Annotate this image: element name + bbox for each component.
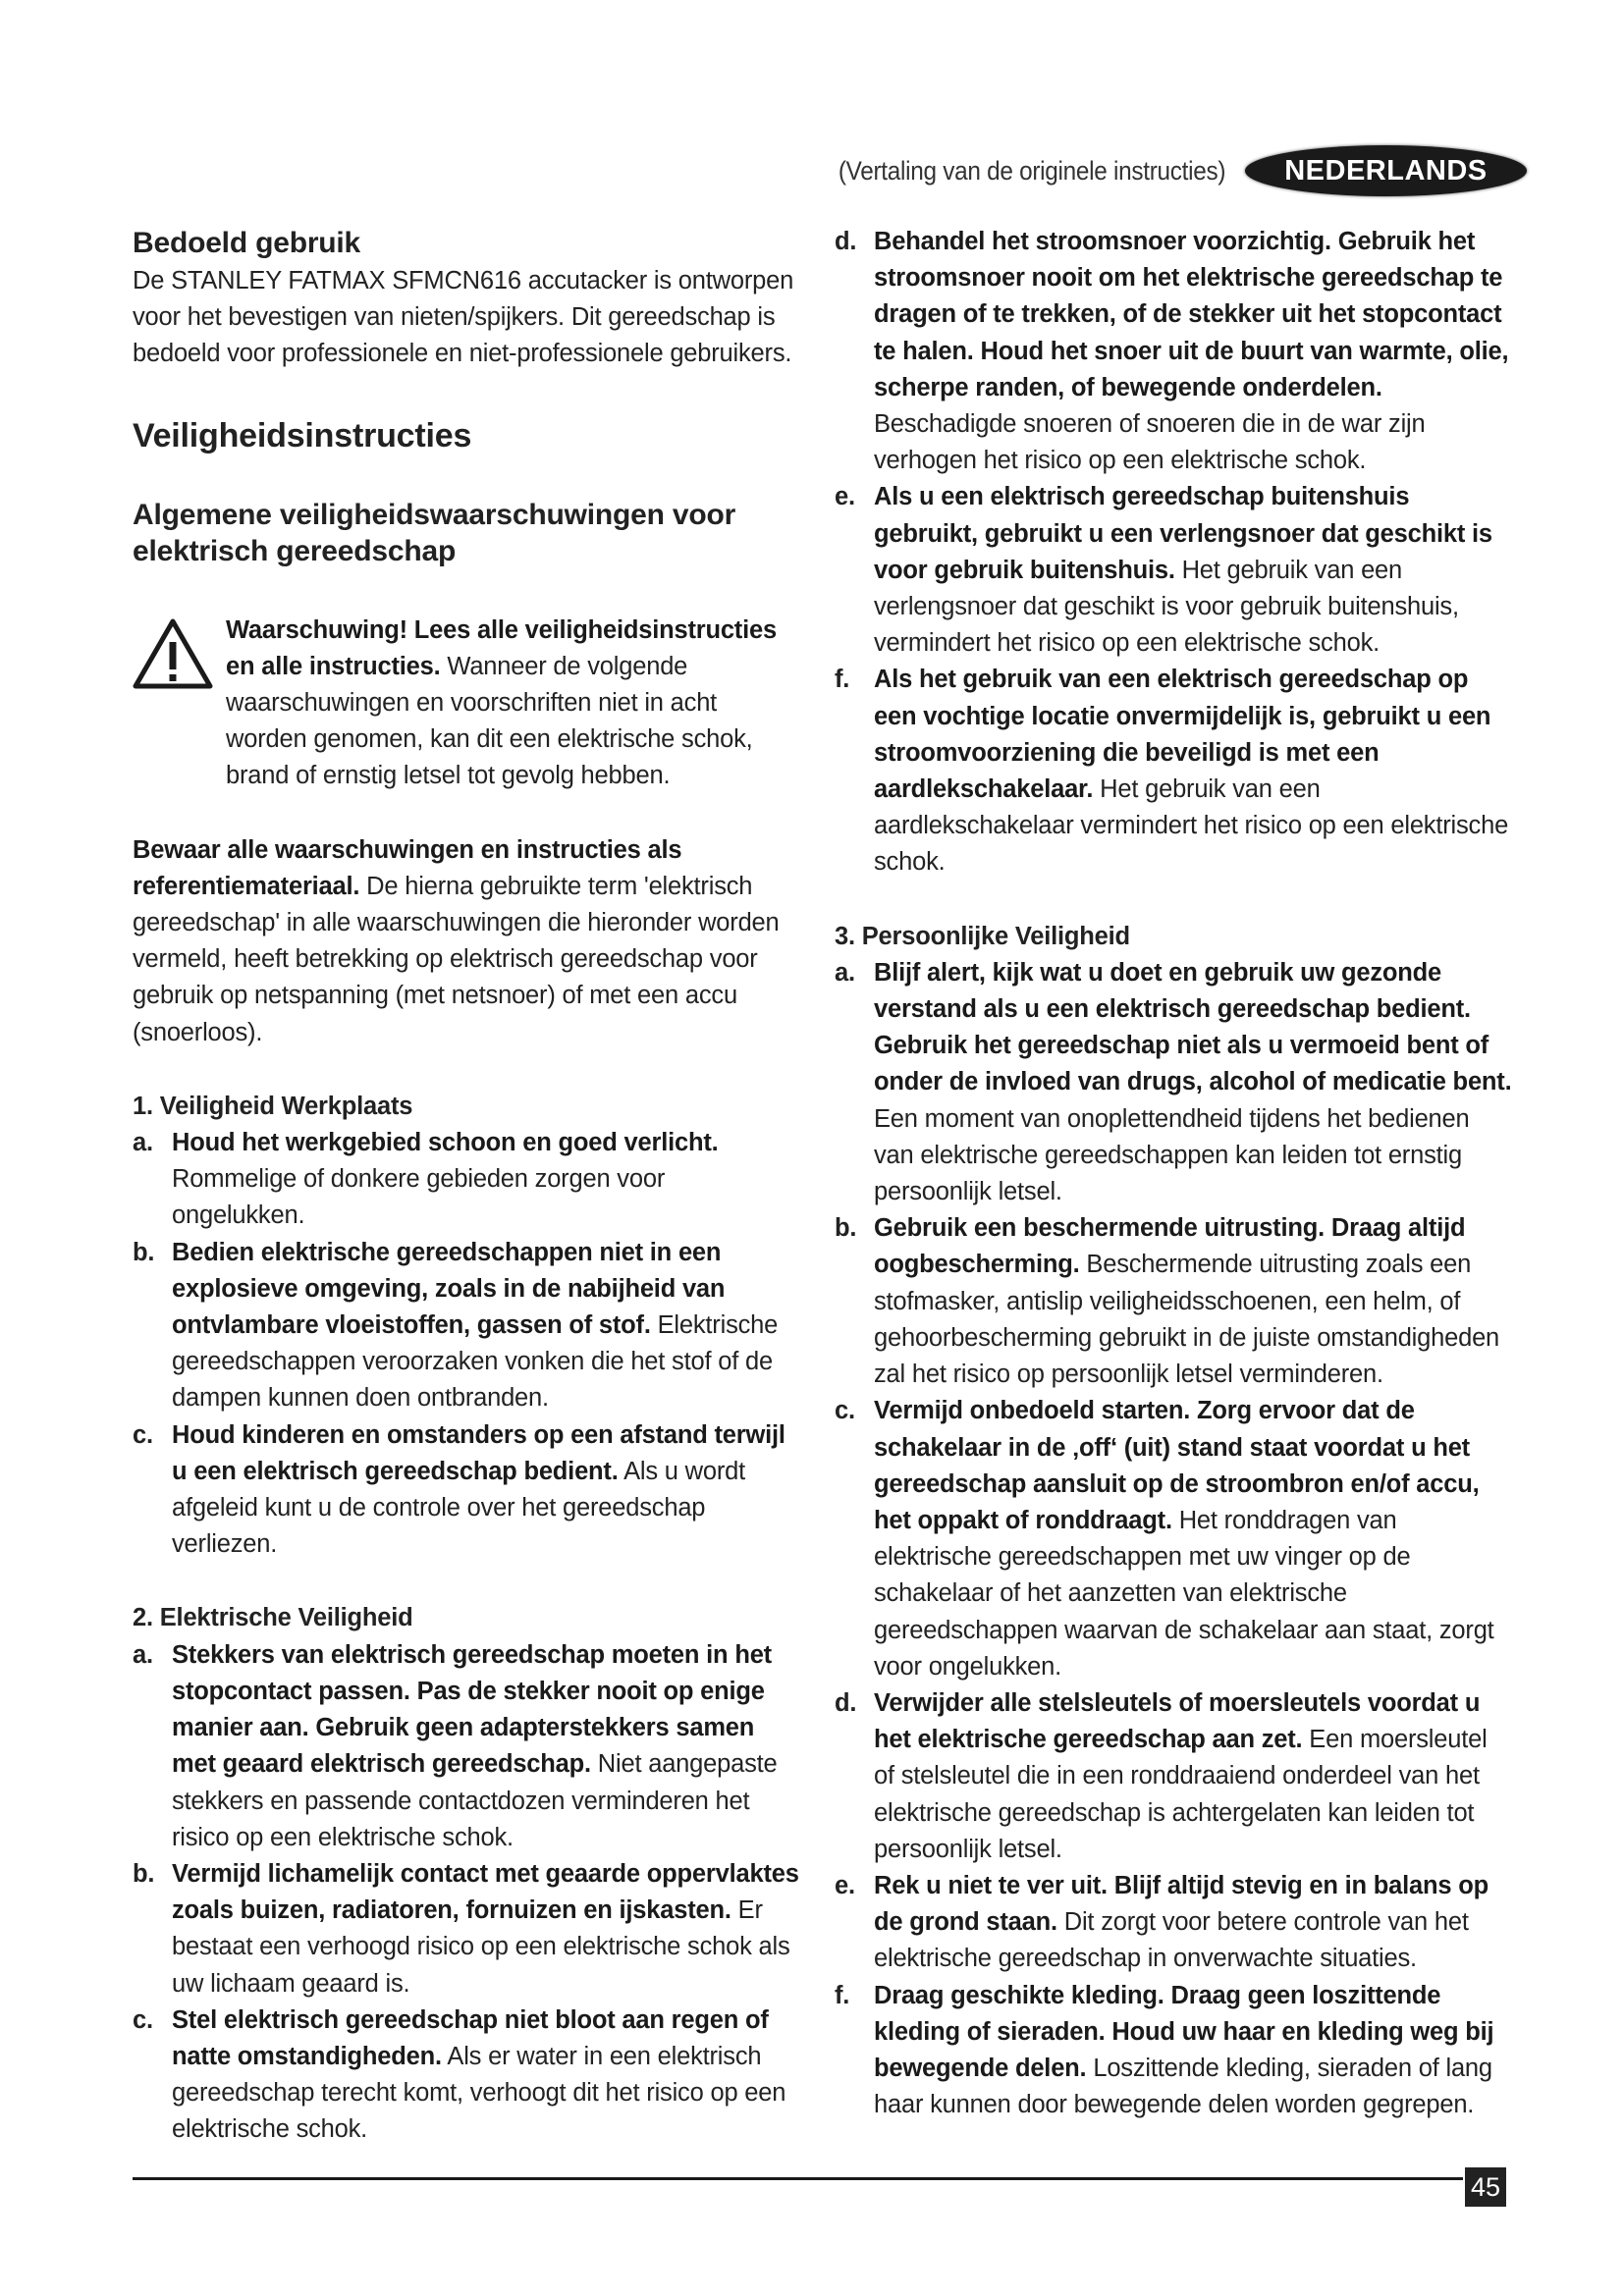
keep-instructions-paragraph: [133, 832, 800, 1051]
language-badge: NEDERLANDS: [1245, 145, 1526, 196]
item-text: Elektrische gereedschappen veroorzaken vonken die het stof of de dampen kunnen doen ontbranden.: [172, 1311, 779, 1413]
item-text: Een moersleutel of stelsleutel die in een ronddraaiend onderdeel van het elektrische gereedschap is achtergelaten kan leiden tot persoonlijk letsel.: [874, 1726, 1488, 1863]
item-text: Het gebruik van een aardlekschakelaar vermindert het risico op een elektrische schok.: [874, 775, 1509, 877]
item-bold: Draag geschikte kleding. Draag geen loszittende kleding of sieraden. Houd uw haar en kleding weg bij bewegende delen.: [874, 1981, 1494, 2082]
item-text: Een moment van onoplettendheid tijdens het bedienen van elektrische gereedschappen kan leiden tot ernstig persoonlijk letsel.: [874, 1104, 1470, 1206]
keep-bold: Bewaar alle waarschuwingen en instructies als referentiemateriaal.: [133, 835, 682, 900]
warning-block: [133, 613, 800, 795]
item-bold: Verwijder alle stelsleutels of moersleutels voordat u het elektrische gereedschap aan zet.: [874, 1688, 1481, 1754]
translation-note: (Vertaling van de originele instructies): [838, 155, 1226, 186]
item-label: b.: [133, 1859, 155, 1888]
list-item: [133, 1417, 800, 1564]
item-label: f.: [835, 666, 850, 694]
list-item: [835, 1393, 1512, 1685]
item-text: Het ronddragen van elektrische gereedschappen met uw vinger op de schakelaar of het aanzetten van elektrische gereedschappen waarvan de schakelaar aan staat, zorgt voor ongelukken.: [874, 1506, 1494, 1681]
item-label: d.: [835, 1688, 857, 1717]
item-bold: Bedien elektrische gereedschappen niet in een explosieve omgeving, zoals in de nabijheid van ontvlambare vloeistoffen, gassen of stof.: [172, 1238, 726, 1340]
item-text: Niet aangepaste stekkers en passende contactdozen verminderen het risico op een elektrische schok.: [172, 1750, 778, 1851]
list-item: [133, 1637, 800, 1856]
general-warnings-title: Algemene veiligheidswaarschuwingen voor elektrisch gereedschap: [133, 498, 736, 567]
item-bold: Vermijd lichamelijk contact met geaarde oppervlaktes zoals buizen, radiatoren, fornuizen en ijskasten.: [172, 1859, 799, 1925]
warning-body: Wanneer de volgende waarschuwingen en voorschriften niet in acht worden genomen, kan dit een elektrische schok, brand of ernstig letsel tot gevolg hebben.: [226, 652, 753, 790]
item-label: a.: [133, 1640, 153, 1669]
item-label: c.: [133, 1420, 153, 1449]
list-item: [133, 2002, 800, 2149]
list-item: [835, 662, 1512, 881]
item-label: a.: [133, 1129, 153, 1157]
item-bold: Als u een elektrisch gereedschap buitenshuis gebruikt, gebruikt u een verlengsnoer dat geschikt is voor gebruik buitenshuis.: [874, 483, 1492, 584]
page-header: [795, 145, 1527, 196]
list-item: [835, 1868, 1512, 1978]
item-label: d.: [835, 228, 857, 255]
intended-use-text: De STANLEY FATMAX SFMCN616 accutacker is ontworpen voor het bevestigen van nieten/spijkers. Dit gereedschap is bedoeld voor professionele en niet-professionele gebruikers.: [133, 267, 794, 368]
section-1-title: 1. Veiligheid Werkplaats: [133, 1092, 413, 1120]
list-item: [133, 1235, 800, 1417]
item-bold: Behandel het stroomsnoer voorzichtig. Gebruik het stroomsnoer nooit om het elektrische gereedschap te dragen of te trekken, of de stekker uit het stopcontact te halen. Houd het snoer uit de buurt van warmte, olie, scherpe randen, of bewegende onderdelen.: [874, 228, 1509, 401]
warning-triangle-icon: [133, 618, 213, 689]
item-bold: Vermijd onbedoeld starten. Zorg ervoor dat de schakelaar in de ‚off‘ (uit) stand staat voordat u het gereedschap aansluit op de stroombron en/of accu, het oppakt of ronddraagt.: [874, 1397, 1480, 1534]
item-label: a.: [835, 958, 855, 987]
item-text: Loszittende kleding, sieraden of lang haar kunnen door bewegende delen worden gegrepen.: [874, 2054, 1492, 2119]
page-number: 45: [1465, 2167, 1506, 2207]
list-item: [835, 1978, 1512, 2124]
item-bold: Houd het werkgebied schoon en goed verlicht.: [172, 1129, 719, 1157]
footer-rule: [133, 2177, 1463, 2180]
item-text: Het gebruik van een verlengsnoer dat geschikt is voor gebruik buitenshuis, vermindert het risico op een elektrische schok.: [874, 556, 1459, 658]
item-text: Als u wordt afgeleid kunt u de controle over het gereedschap verliezen.: [172, 1457, 746, 1559]
list-item: [835, 955, 1512, 1210]
item-text: Beschadigde snoeren of snoeren die in de war zijn verhogen het risico op een elektrische schok.: [874, 410, 1426, 475]
item-text: Als er water in een elektrisch gereedschap terecht komt, verhoogt dit het risico op een elektrische schok.: [172, 2042, 786, 2144]
item-text: Er bestaat een verhoogd risico op een elektrische schok als uw lichaam geaard is.: [172, 1896, 790, 1998]
list-item: [835, 479, 1512, 662]
item-bold: Als het gebruik van een elektrisch gereedschap op een vochtige locatie onvermijdelijk is, gebruikt u een stroomvoorziening die beveiligd is met een aardlekschakelaar.: [874, 666, 1491, 804]
section-2-title: 2. Elektrische Veiligheid: [133, 1604, 413, 1632]
item-text: Rommelige of donkere gebieden zorgen voor ongelukken.: [172, 1165, 666, 1230]
list-item: [835, 224, 1512, 479]
item-bold: Stel elektrisch gereedschap niet bloot aan regen of natte omstandigheden.: [172, 2005, 769, 2070]
item-label: c.: [835, 1397, 855, 1425]
list-item: [835, 1685, 1512, 1868]
item-label: b.: [133, 1238, 155, 1266]
warning-text: [226, 613, 800, 795]
item-text: Beschermende uitrusting zoals een stofmasker, antislip veiligheidsschoenen, een helm, of gehoorbescherming gebruikt in de juiste omstandigheden zal het risico op persoonlijk letsel verminderen.: [874, 1251, 1500, 1389]
keep-body: De hierna gebruikte term 'elektrisch gereedschap' in alle waarschuwingen die hieronder worden vermeld, heeft betrekking op elektrisch gereedschap voor gebruik op netspanning (met netsnoer) of met een accu (snoerloos).: [133, 872, 780, 1046]
right-column: [835, 224, 1512, 2123]
warning-bold: Waarschuwing! Lees alle veiligheidsinstructies en alle instructies.: [226, 615, 777, 680]
item-bold: Rek u niet te ver uit. Blijf altijd stevig en in balans op de grond staan.: [874, 1871, 1489, 1937]
section-3-title: 3. Persoonlijke Veiligheid: [835, 922, 1130, 950]
intended-use-title: Bedoeld gebruik: [133, 227, 361, 259]
list-item: [133, 1856, 800, 2002]
item-label: f.: [835, 1981, 850, 2009]
item-bold: Houd kinderen en omstanders op een afstand terwijl u een elektrisch gereedschap bedient.: [172, 1420, 785, 1485]
item-text: Dit zorgt voor betere controle van het elektrische gereedschap in onverwachte situaties.: [874, 1908, 1469, 1973]
item-label: b.: [835, 1214, 857, 1243]
list-item: [133, 1125, 800, 1235]
item-label: e.: [835, 1871, 855, 1899]
left-column: [133, 224, 800, 2149]
list-item: [835, 1210, 1512, 1393]
item-bold: Stekkers van elektrisch gereedschap moeten in het stopcontact passen. Pas de stekker nooit op enige manier aan. Gebruik geen adapterstekkers samen met geaard elektrisch gereedschap.: [172, 1640, 772, 1779]
item-label: c.: [133, 2005, 153, 2034]
item-bold: Gebruik een beschermende uitrusting. Draag altijd oogbescherming.: [874, 1214, 1466, 1279]
item-label: e.: [835, 483, 855, 511]
safety-instructions-title: Veiligheidsinstructies: [133, 416, 472, 454]
item-bold: Blijf alert, kijk wat u doet en gebruik uw gezonde verstand als u een elektrisch gereedschap bedient. Gebruik het gereedschap niet als u vermoeid bent of onder de invloed van drugs, alcohol of medicatie bent.: [874, 958, 1512, 1096]
